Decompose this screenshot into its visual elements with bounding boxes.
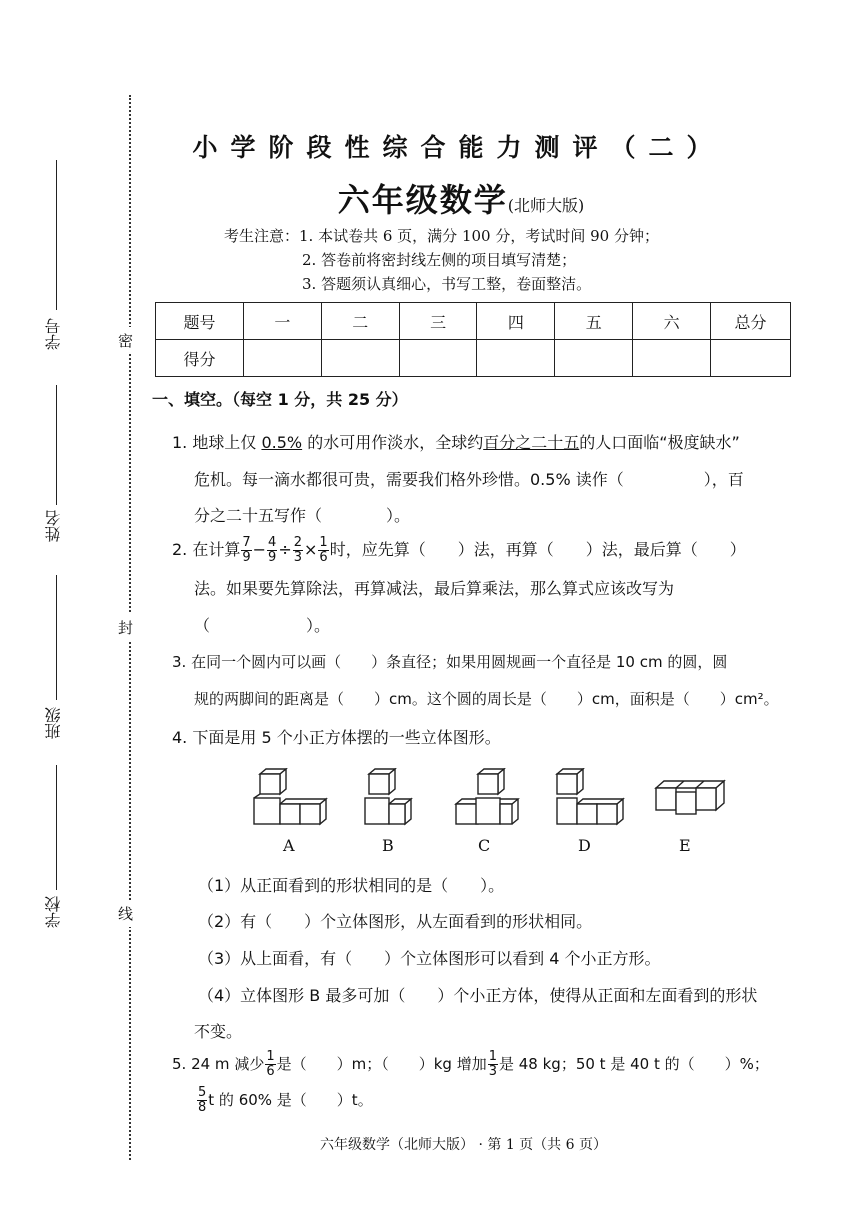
cube-figure-c — [454, 768, 526, 830]
seal-char-xian: 线 — [118, 900, 133, 927]
cube-figure-a — [250, 768, 330, 830]
q5-text: 是（ ）m；（ ）kg 增加 — [276, 1055, 487, 1073]
q1-line3: 分之二十五写作（ ）。 — [194, 506, 411, 525]
q5-line1 — [172, 1050, 769, 1079]
figure-label: C — [478, 836, 491, 855]
q1-line1 — [172, 430, 740, 453]
fraction — [293, 536, 303, 565]
fraction — [488, 1050, 498, 1079]
q2-line1 — [172, 536, 746, 565]
operator: × — [304, 540, 318, 559]
numerator: 7 — [242, 535, 251, 550]
q5-text: t 的 60% 是（ ）t。 — [208, 1091, 373, 1109]
score-row-label: 得分 — [156, 340, 244, 377]
score-header-cell: 六 — [633, 303, 711, 340]
q4-sub4-cont: 不变。 — [194, 1022, 243, 1041]
student-id-label: 学号 — [44, 318, 63, 350]
operator: − — [252, 540, 267, 559]
denominator: 9 — [242, 550, 251, 565]
score-header-cell: 总分 — [711, 303, 791, 340]
fraction — [241, 536, 251, 565]
denominator: 3 — [488, 1064, 497, 1079]
notice-item: 3. 答题须认真细心，书写工整，卷面整洁。 — [302, 275, 592, 293]
score-header-cell: 题号 — [156, 303, 244, 340]
q1-underlined: 0.5% — [261, 433, 303, 452]
q4-sub2: （2）有（ ）个立体图形，从左面看到的形状相同。 — [198, 912, 593, 931]
q1-underlined: 百分之二十五 — [483, 433, 580, 452]
q3-line2: 规的两脚间的距离是（ ）cm。这个圆的周长是（ ）cm，面积是（ ）cm²。 — [194, 690, 779, 708]
numerator: 1 — [488, 1049, 497, 1064]
school-field[interactable] — [56, 765, 68, 890]
denominator: 6 — [319, 550, 328, 565]
figure-label: E — [679, 836, 691, 855]
name-label: 姓名 — [44, 510, 63, 542]
notice-label: 考生注意： — [224, 227, 300, 245]
q4-sub3: （3）从上面看，有（ ）个立体图形可以看到 4 个小正方形。 — [198, 949, 661, 968]
school-label: 学校 — [44, 896, 63, 928]
score-cell[interactable] — [633, 340, 711, 377]
cube-figure-b — [361, 768, 413, 830]
q2-line2: 法。如果要先算除法，再算减法，最后算乘法，那么算式应该改写为 — [194, 579, 675, 598]
q1-text: 的水可用作淡水，全球约 — [302, 433, 484, 452]
q1-line2: 危机。每一滴水都很可贵，需要我们格外珍惜。0.5% 读作（ ），百 — [194, 470, 744, 489]
figure-label: A — [283, 836, 295, 855]
operator: ÷ — [278, 540, 292, 559]
q1-text: 的人口面临“极度缺水” — [579, 433, 740, 452]
cube-figure-e — [654, 778, 726, 824]
score-cell[interactable] — [711, 340, 791, 377]
numerator: 5 — [198, 1085, 207, 1100]
numerator: 1 — [266, 1049, 275, 1064]
section-heading: 一、填空。（每空 1 分，共 25 分） — [152, 390, 408, 409]
denominator: 9 — [268, 550, 277, 565]
score-row — [156, 340, 791, 377]
q2-text: 时，应先算（ ）法，再算（ ）法，最后算（ ） — [329, 540, 746, 559]
score-header-row — [156, 303, 791, 340]
q4-sub1: （1）从正面看到的形状相同的是（ ）。 — [198, 876, 505, 895]
q3-line1: 3. 在同一个圆内可以画（ ）条直径；如果用圆规画一个直径是 10 cm 的圆，圆 — [172, 653, 728, 671]
class-label: 班级 — [44, 707, 63, 739]
score-cell[interactable] — [399, 340, 477, 377]
notice-item: 1. 本试卷共 6 页，满分 100 分，考试时间 90 分钟； — [299, 227, 659, 245]
score-cell[interactable] — [321, 340, 399, 377]
q1-text: 1. 地球上仅 — [172, 433, 262, 452]
exam-subtitle — [0, 175, 867, 221]
q4-line1: 4. 下面是用 5 个小正方体摆的一些立体图形。 — [172, 728, 501, 747]
score-cell[interactable] — [477, 340, 555, 377]
score-header-cell: 五 — [555, 303, 633, 340]
q4-sub4: （4）立体图形 B 最多可加（ ）个小正方体，使得从正面和左面看到的形状 — [198, 986, 758, 1005]
figure-label: B — [382, 836, 394, 855]
score-header-cell: 一 — [244, 303, 322, 340]
score-table — [155, 302, 791, 377]
denominator: 8 — [198, 1100, 207, 1115]
score-header-cell: 二 — [321, 303, 399, 340]
q5-text: 5. 24 m 减少 — [172, 1055, 265, 1073]
fraction — [318, 536, 328, 565]
score-header-cell: 四 — [477, 303, 555, 340]
seal-char-feng: 封 — [118, 614, 133, 641]
numerator: 1 — [319, 535, 328, 550]
exam-title: 小学阶段性综合能力测评（二） — [192, 133, 725, 162]
seal-char-mi: 密 — [118, 327, 133, 354]
page-footer: 六年级数学（北师大版） · 第 1 页（共 6 页） — [320, 1137, 607, 1153]
class-field[interactable] — [56, 575, 68, 700]
numerator: 4 — [268, 535, 277, 550]
cube-figure-d — [553, 768, 625, 830]
denominator: 6 — [266, 1064, 275, 1079]
denominator: 3 — [293, 550, 303, 565]
q2-line3: （ ）。 — [194, 616, 331, 635]
score-header-cell: 三 — [399, 303, 477, 340]
fraction — [265, 1050, 275, 1079]
fraction — [267, 536, 277, 565]
numerator: 2 — [293, 535, 303, 550]
exam-notice — [224, 224, 659, 296]
score-cell[interactable] — [244, 340, 322, 377]
score-cell[interactable] — [555, 340, 633, 377]
edition: (北师大版) — [507, 196, 585, 215]
figure-label: D — [578, 836, 591, 855]
notice-item: 2. 答卷前将密封线左侧的项目填写清楚； — [302, 251, 577, 269]
q5-text: 是 48 kg；50 t 是 40 t 的（ ）%； — [498, 1055, 769, 1073]
name-field[interactable] — [56, 385, 68, 505]
q2-text: 2. 在计算 — [172, 540, 241, 559]
q5-line2 — [196, 1086, 373, 1115]
fraction — [197, 1086, 207, 1115]
grade-subject: 六年级数学 — [337, 181, 508, 219]
